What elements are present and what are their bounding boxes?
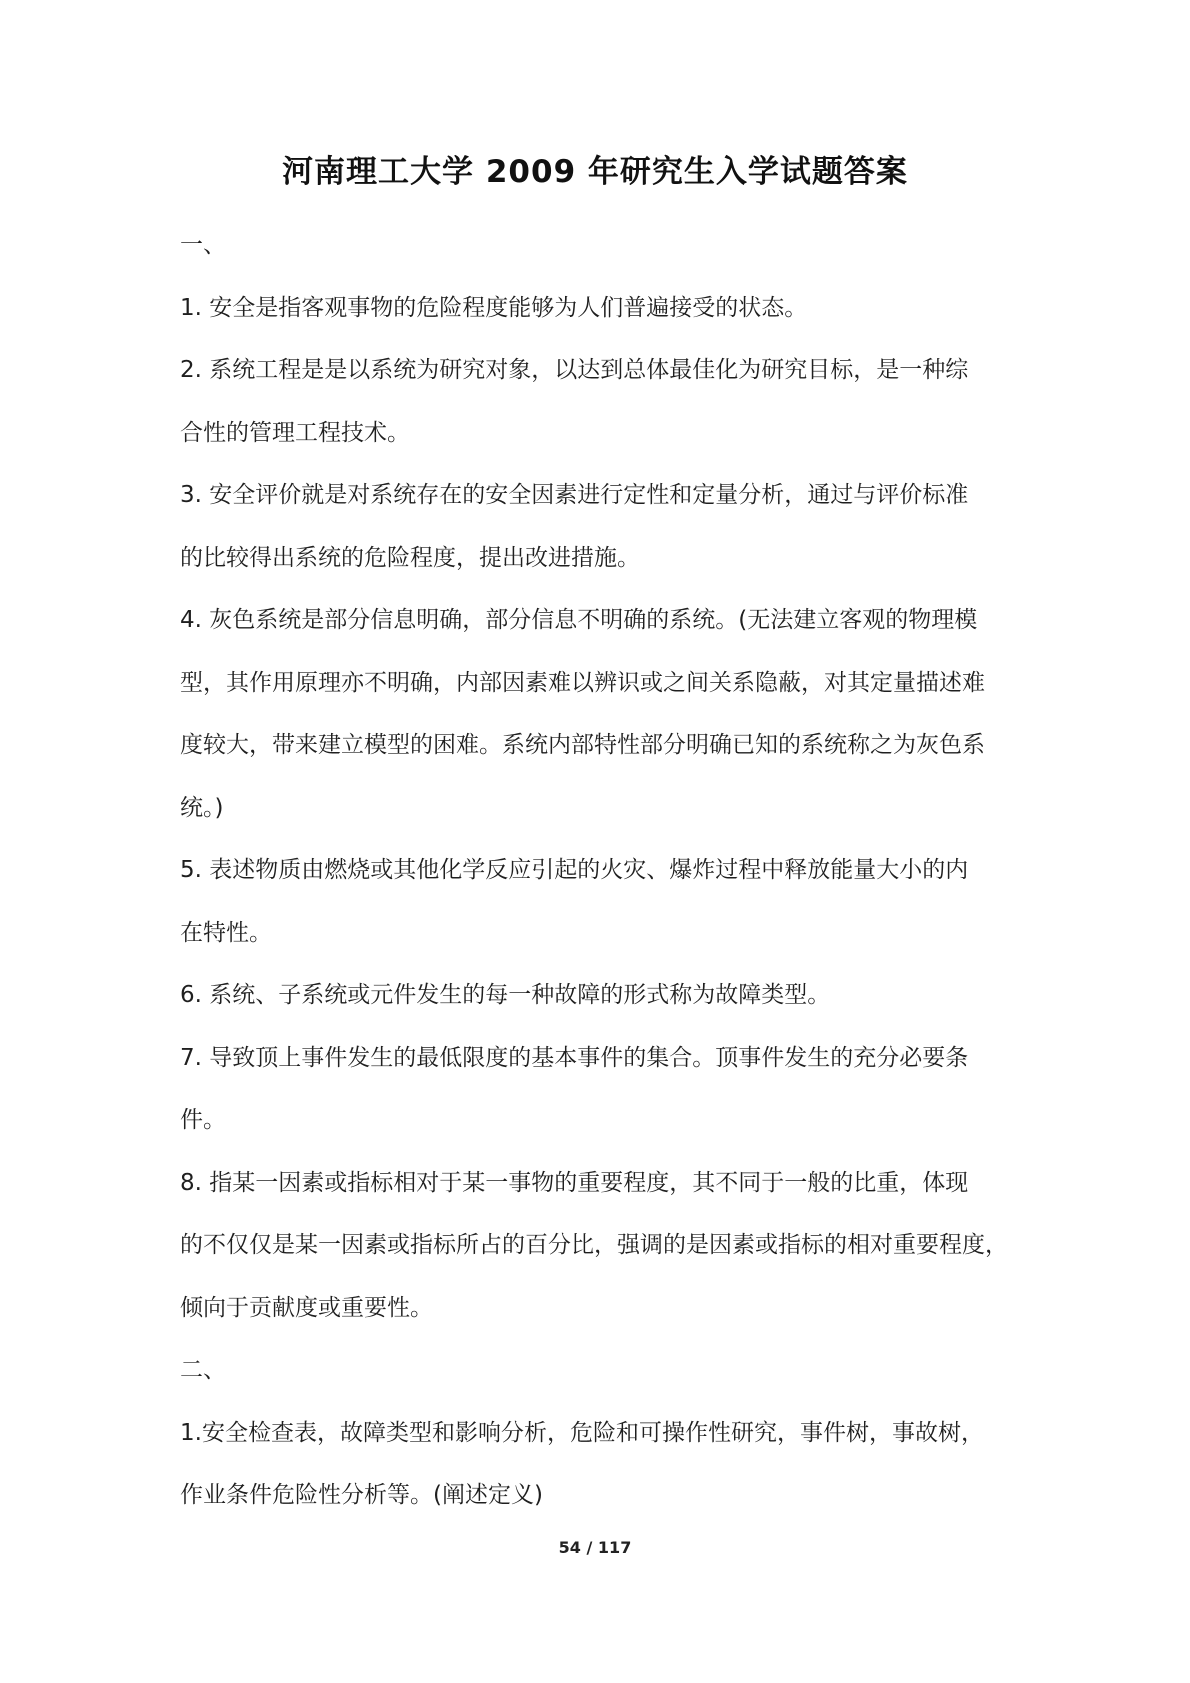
paragraph-line: 在特性。 <box>180 919 272 946</box>
paragraph-line: 型，其作用原理亦不明确，内部因素难以辨识或之间关系隐蔽，对其定量描述难 <box>180 669 985 696</box>
paragraph-line: 度较大，带来建立模型的困难。系统内部特性部分明确已知的系统称之为灰色系 <box>180 732 985 758</box>
paragraph-line: 1. 安全是指客观事物的危险程度能够为人们普遍接受的状态。 <box>180 294 808 321</box>
paragraph-line: 的不仅仅是某一因素或指标所占的百分比，强调的是因素或指标的相对重要程度， <box>180 1232 1008 1258</box>
paragraph-line: 3. 安全评价就是对系统存在的安全因素进行定性和定量分析，通过与评价标准 <box>180 482 969 508</box>
paragraph-line: 作业条件危险性分析等。(阐述定义) <box>180 1482 543 1508</box>
paragraph-line: 5. 表述物质由燃烧或其他化学反应引起的火灾、爆炸过程中释放能量大小的内 <box>180 857 969 883</box>
paragraph-line: 统。) <box>180 794 224 821</box>
paragraph-line: 7. 导致顶上事件发生的最低限度的基本事件的集合。顶事件发生的充分必要条 <box>180 1044 969 1071</box>
paragraph-line: 合性的管理工程技术。 <box>180 419 410 446</box>
paragraph-line: 倾向于贡献度或重要性。 <box>180 1294 433 1321</box>
section-heading-1: 一、 <box>180 232 226 258</box>
section-heading-2: 二、 <box>180 1357 226 1383</box>
paragraph-line: 8. 指某一因素或指标相对于某一事物的重要程度，其不同于一般的比重，体现 <box>180 1169 969 1196</box>
page-number: 54 / 117 <box>558 1538 632 1557</box>
document-body <box>180 214 1026 1527</box>
paragraph-line: 1.安全检查表，故障类型和影响分析，危险和可操作性研究，事件树，事故树， <box>180 1419 984 1446</box>
paragraph-line: 4. 灰色系统是部分信息明确，部分信息不明确的系统。(无法建立客观的物理模 <box>180 607 978 633</box>
paragraph-line: 2. 系统工程是是以系统为研究对象，以达到总体最佳化为研究目标，是一种综 <box>180 357 969 383</box>
paragraph-line: 的比较得出系统的危险程度，提出改进措施。 <box>180 544 640 571</box>
paragraph-line: 6. 系统、子系统或元件发生的每一种故障的形式称为故障类型。 <box>180 982 831 1008</box>
paragraph-line: 件。 <box>180 1107 226 1133</box>
document-title: 河南理工大学 2009 年研究生入学试题答案 <box>282 154 908 190</box>
